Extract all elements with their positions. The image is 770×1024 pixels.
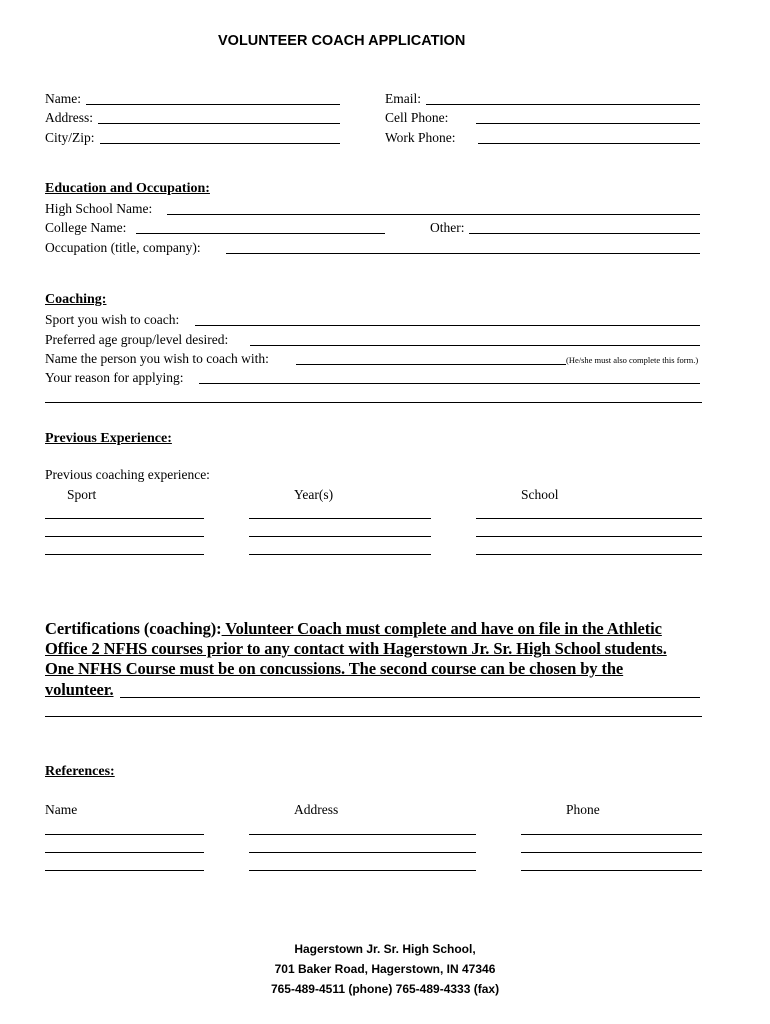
reference-address-field[interactable] <box>249 870 476 871</box>
reference-name-field[interactable] <box>45 834 204 835</box>
certifications-text-1: Volunteer Coach must complete and have on file in the Athletic <box>221 619 662 638</box>
certifications-heading: Certifications (coaching): <box>45 619 222 638</box>
certifications-underline <box>120 697 700 698</box>
reason-field-line-2[interactable] <box>45 402 702 403</box>
experience-years-field[interactable] <box>249 554 431 555</box>
cityzip-label: City/Zip: <box>45 130 95 145</box>
page-title: VOLUNTEER COACH APPLICATION <box>218 33 466 49</box>
certifications-text-3: One NFHS Course must be on concussions. The second course can be chosen by the <box>45 659 624 678</box>
occupation-label: Occupation (title, company): <box>45 240 201 255</box>
experience-school-field[interactable] <box>476 536 702 537</box>
address-field[interactable] <box>98 123 340 124</box>
footer-address: 701 Baker Road, Hagerstown, IN 47346 <box>274 962 496 976</box>
name-label: Name: <box>45 91 81 106</box>
age-group-field[interactable] <box>250 345 700 346</box>
experience-sport-field[interactable] <box>45 518 204 519</box>
experience-sport-field[interactable] <box>45 554 204 555</box>
address-label: Address: <box>45 110 93 125</box>
sport-field[interactable] <box>195 325 700 326</box>
experience-intro: Previous coaching experience: <box>45 467 210 482</box>
work-phone-label: Work Phone: <box>385 130 456 145</box>
coaching-heading: Coaching: <box>45 292 107 307</box>
experience-school-field[interactable] <box>476 554 702 555</box>
certifications-field[interactable] <box>45 716 702 717</box>
footer-school-name: Hagerstown Jr. Sr. High School, <box>294 942 476 956</box>
high-school-label: High School Name: <box>45 201 153 216</box>
reason-field[interactable] <box>199 383 700 384</box>
references-col-phone: Phone <box>566 802 600 817</box>
certifications-text-2: Office 2 NFHS courses prior to any contact with Hagerstown Jr. Sr. High School students. <box>45 639 667 658</box>
reference-phone-field[interactable] <box>521 870 702 871</box>
experience-col-school: School <box>521 487 559 502</box>
coach-with-note: (He/she must also complete this form.) <box>566 355 699 365</box>
certifications-text-4: volunteer. <box>45 680 114 699</box>
work-phone-field[interactable] <box>478 143 700 144</box>
college-field[interactable] <box>136 233 385 234</box>
reference-name-field[interactable] <box>45 852 204 853</box>
age-group-label: Preferred age group/level desired: <box>45 332 229 347</box>
experience-school-field[interactable] <box>476 518 702 519</box>
cityzip-field[interactable] <box>100 143 340 144</box>
experience-years-field[interactable] <box>249 518 431 519</box>
sport-label: Sport you wish to coach: <box>45 312 180 327</box>
experience-years-field[interactable] <box>249 536 431 537</box>
education-heading: Education and Occupation: <box>45 181 210 196</box>
reference-address-field[interactable] <box>249 834 476 835</box>
experience-sport-field[interactable] <box>45 536 204 537</box>
reason-label: Your reason for applying: <box>45 370 184 385</box>
certifications-line-1 <box>45 619 662 640</box>
other-label: Other: <box>430 220 465 235</box>
coach-with-label: Name the person you wish to coach with: <box>45 351 269 366</box>
footer-phone: 765-489-4511 (phone) 765-489-4333 (fax) <box>270 982 500 996</box>
coach-with-field[interactable] <box>296 364 566 365</box>
email-label: Email: <box>385 91 421 106</box>
reference-phone-field[interactable] <box>521 834 702 835</box>
reference-name-field[interactable] <box>45 870 204 871</box>
name-field[interactable] <box>86 104 340 105</box>
references-col-address: Address <box>294 802 339 817</box>
cell-phone-field[interactable] <box>476 123 700 124</box>
experience-col-years: Year(s) <box>294 487 334 502</box>
college-label: College Name: <box>45 220 127 235</box>
occupation-field[interactable] <box>226 253 700 254</box>
experience-col-sport: Sport <box>67 487 97 502</box>
references-col-name: Name <box>45 802 78 817</box>
high-school-field[interactable] <box>167 214 700 215</box>
reference-phone-field[interactable] <box>521 852 702 853</box>
experience-heading: Previous Experience: <box>45 431 172 446</box>
other-field[interactable] <box>469 233 700 234</box>
cell-phone-label: Cell Phone: <box>385 110 449 125</box>
reference-address-field[interactable] <box>249 852 476 853</box>
references-heading: References: <box>45 764 115 779</box>
email-field[interactable] <box>426 104 700 105</box>
